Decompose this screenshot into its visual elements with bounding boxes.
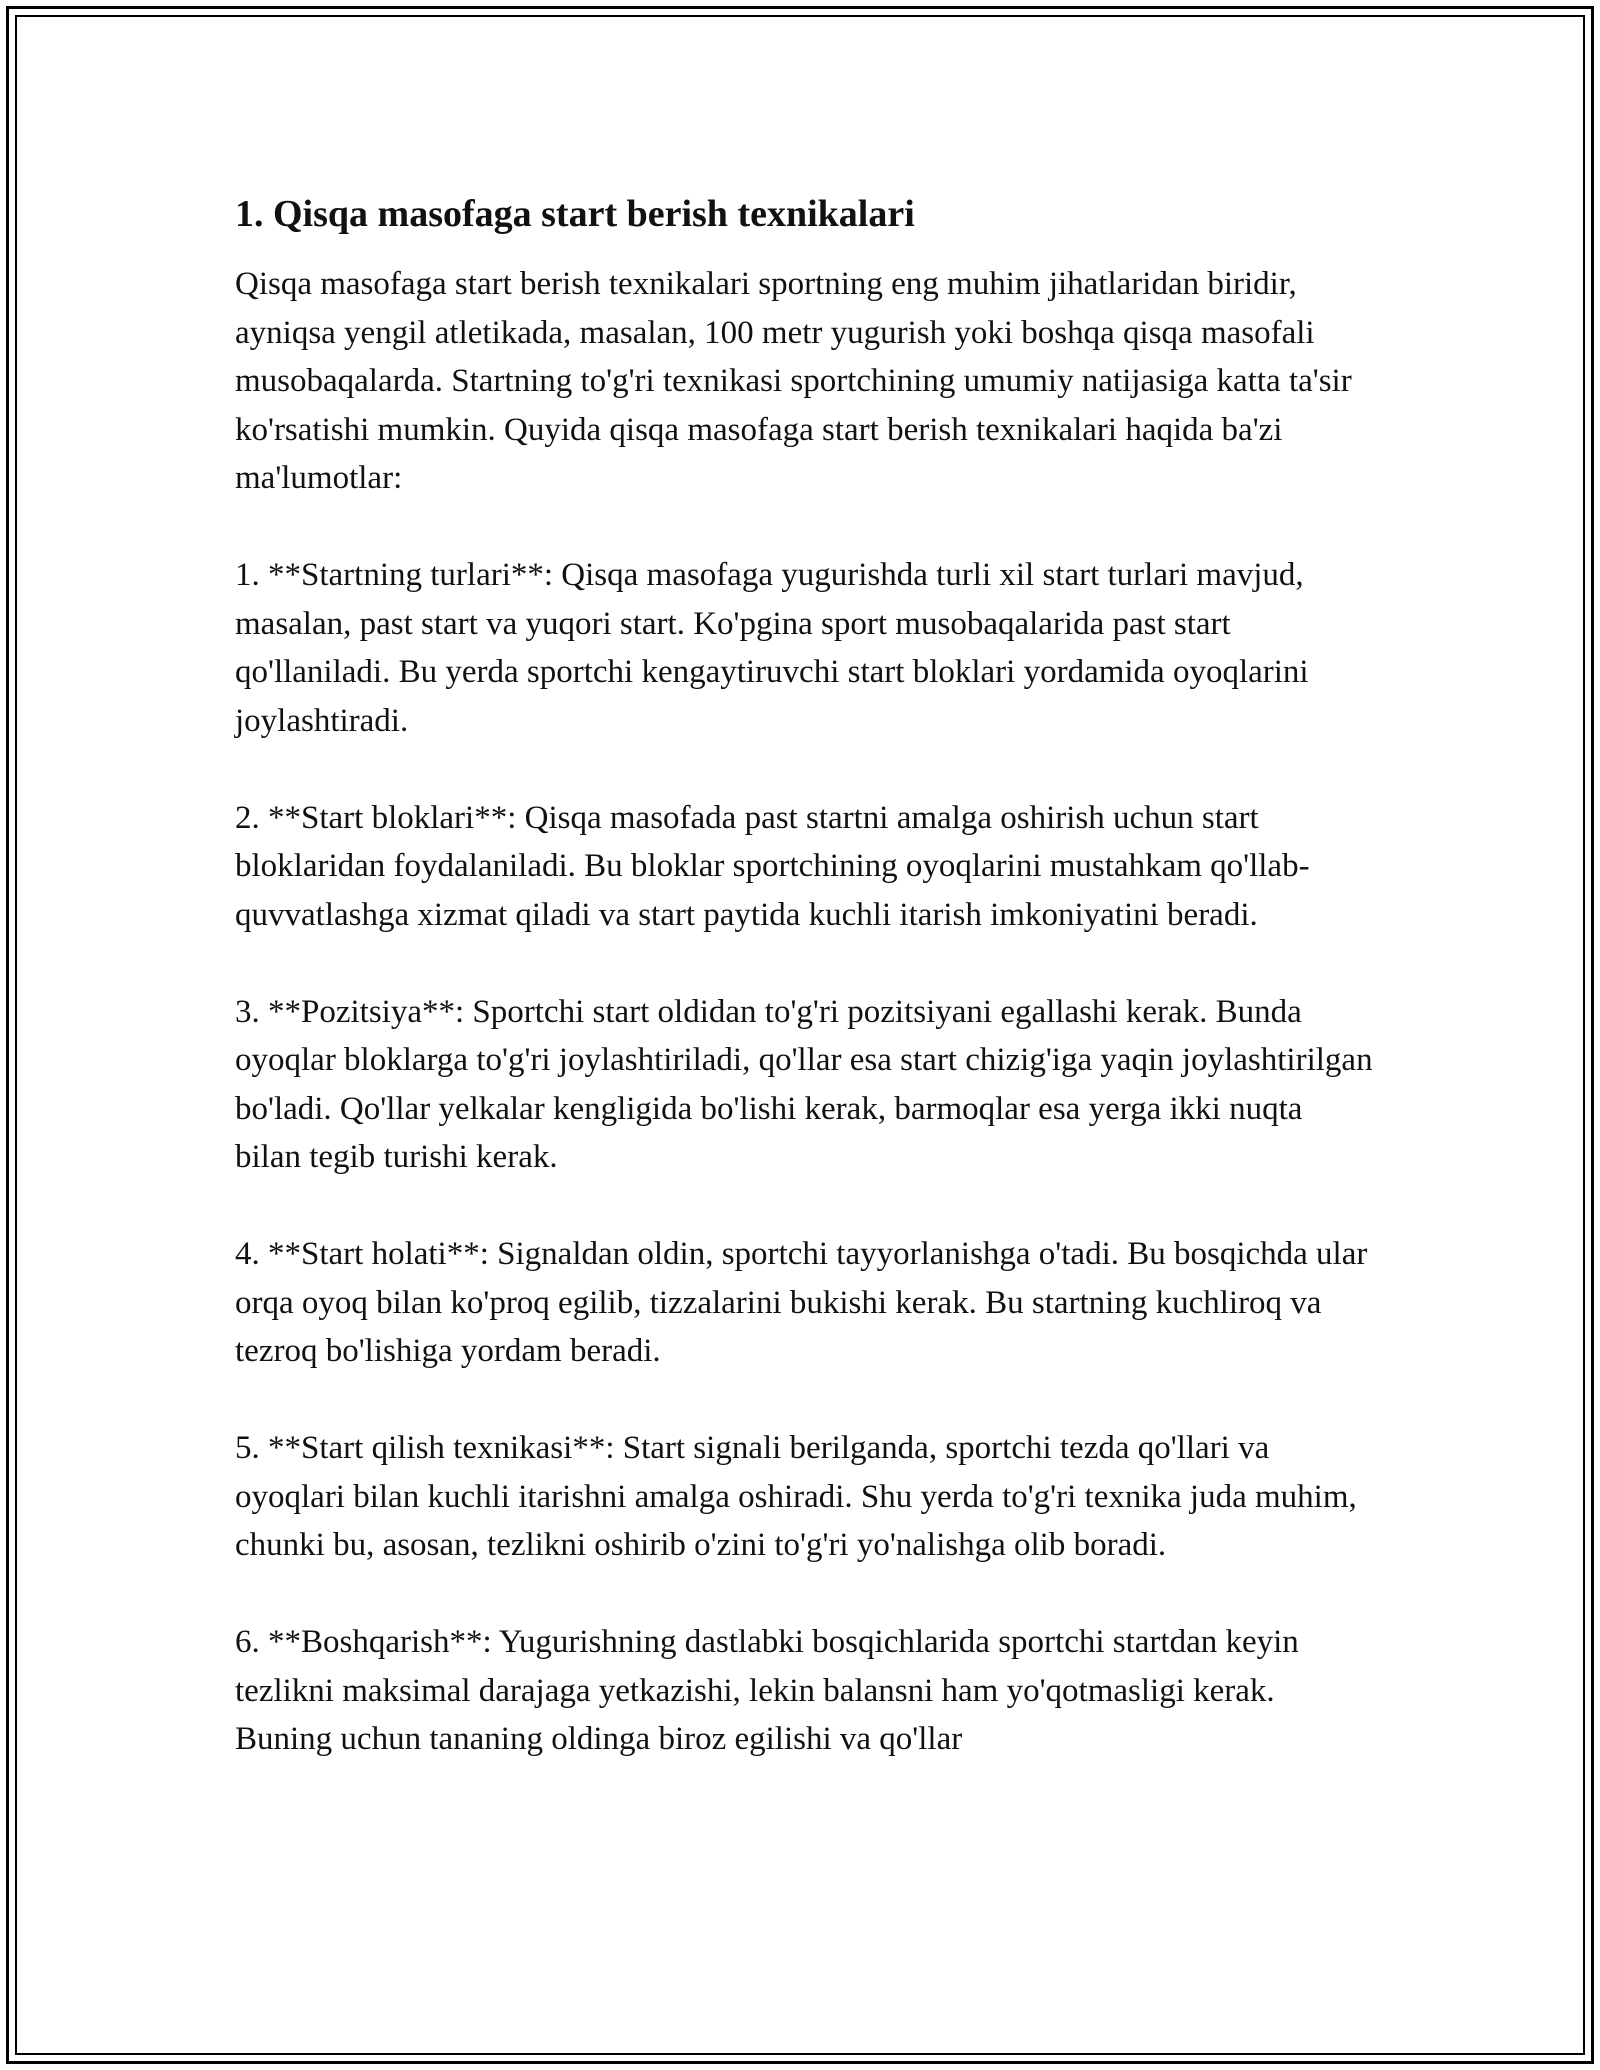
paragraph-start-state: 4. **Start holati**: Signaldan oldin, sportchi tayyorlanishga o'tadi. Bu bosqichda ular orqa oyoq bilan ko'proq egilib, tizzalarini bukishi kerak. Bu startning kuchliroq va tezroq bo'lishiga yordam beradi. — [235, 1236, 1368, 1369]
intro-paragraph: Qisqa masofaga start berish texnikalari sportning eng muhim jihatlaridan biridir, ayniqsa yengil atletikada, masalan, 100 metr yugurish yoki boshqa qisqa masofali musobaqalarda. Startning to'g'ri texnikasi sportchining umumiy natijasiga katta ta'sir ko'rsatishi mumkin. Quyida qisqa masofaga start berish texnikalari haqida ba'zi ma'lumotlar: — [235, 266, 1352, 496]
document-title: 1. Qisqa masofaga start berish texnikalari — [235, 193, 915, 235]
paragraph-start-technique: 5. **Start qilish texnikasi**: Start signali berilganda, sportchi tezda qo'llari va oyoqlari bilan kuchli itarishni amalga oshiradi. Shu yerda to'g'ri texnika juda muhim, chunki bu, asosan, tezlikni oshirib o'zini to'g'ri yo'nalishga olib boradi. — [235, 1430, 1357, 1563]
paragraph-start-types: 1. **Startning turlari**: Qisqa masofaga yugurishda turli xil start turlari mavjud, masalan, past start va yuqori start. Ko'pgina sport musobaqalarida past start qo'llaniladi. Bu yerda sportchi kengaytiruvchi start bloklari yordamida oyoqlarini joylashtiradi. — [235, 557, 1309, 739]
document-body — [235, 190, 1375, 1812]
paragraph-position: 3. **Pozitsiya**: Sportchi start oldidan to'g'ri pozitsiyani egallashi kerak. Bunda oyoqlar bloklarga to'g'ri joylashtiriladi, qo'llar esa start chizig'iga yaqin joylashtirilgan bo'ladi. Qo'llar yelkalar kengligida bo'lishi kerak, barmoqlar esa yerga ikki nuqta bilan tegib turishi kerak. — [235, 993, 1373, 1175]
paragraph-control: 6. **Boshqarish**: Yugurishning dastlabki bosqichlarida sportchi startdan keyin tezlikni maksimal darajaga yetkazishi, lekin balansni ham yo'qotmasligi kerak. Buning uchun tananing oldinga biroz egilishi va qo'llar — [235, 1624, 1299, 1757]
paragraph-start-blocks: 2. **Start bloklari**: Qisqa masofada past startni amalga oshirish uchun start bloklaridan foydalaniladi. Bu bloklar sportchining oyoqlarini mustahkam qo'llab-quvvatlashga xizmat qiladi va start paytida kuchli itarish imkoniyatini beradi. — [235, 799, 1310, 933]
